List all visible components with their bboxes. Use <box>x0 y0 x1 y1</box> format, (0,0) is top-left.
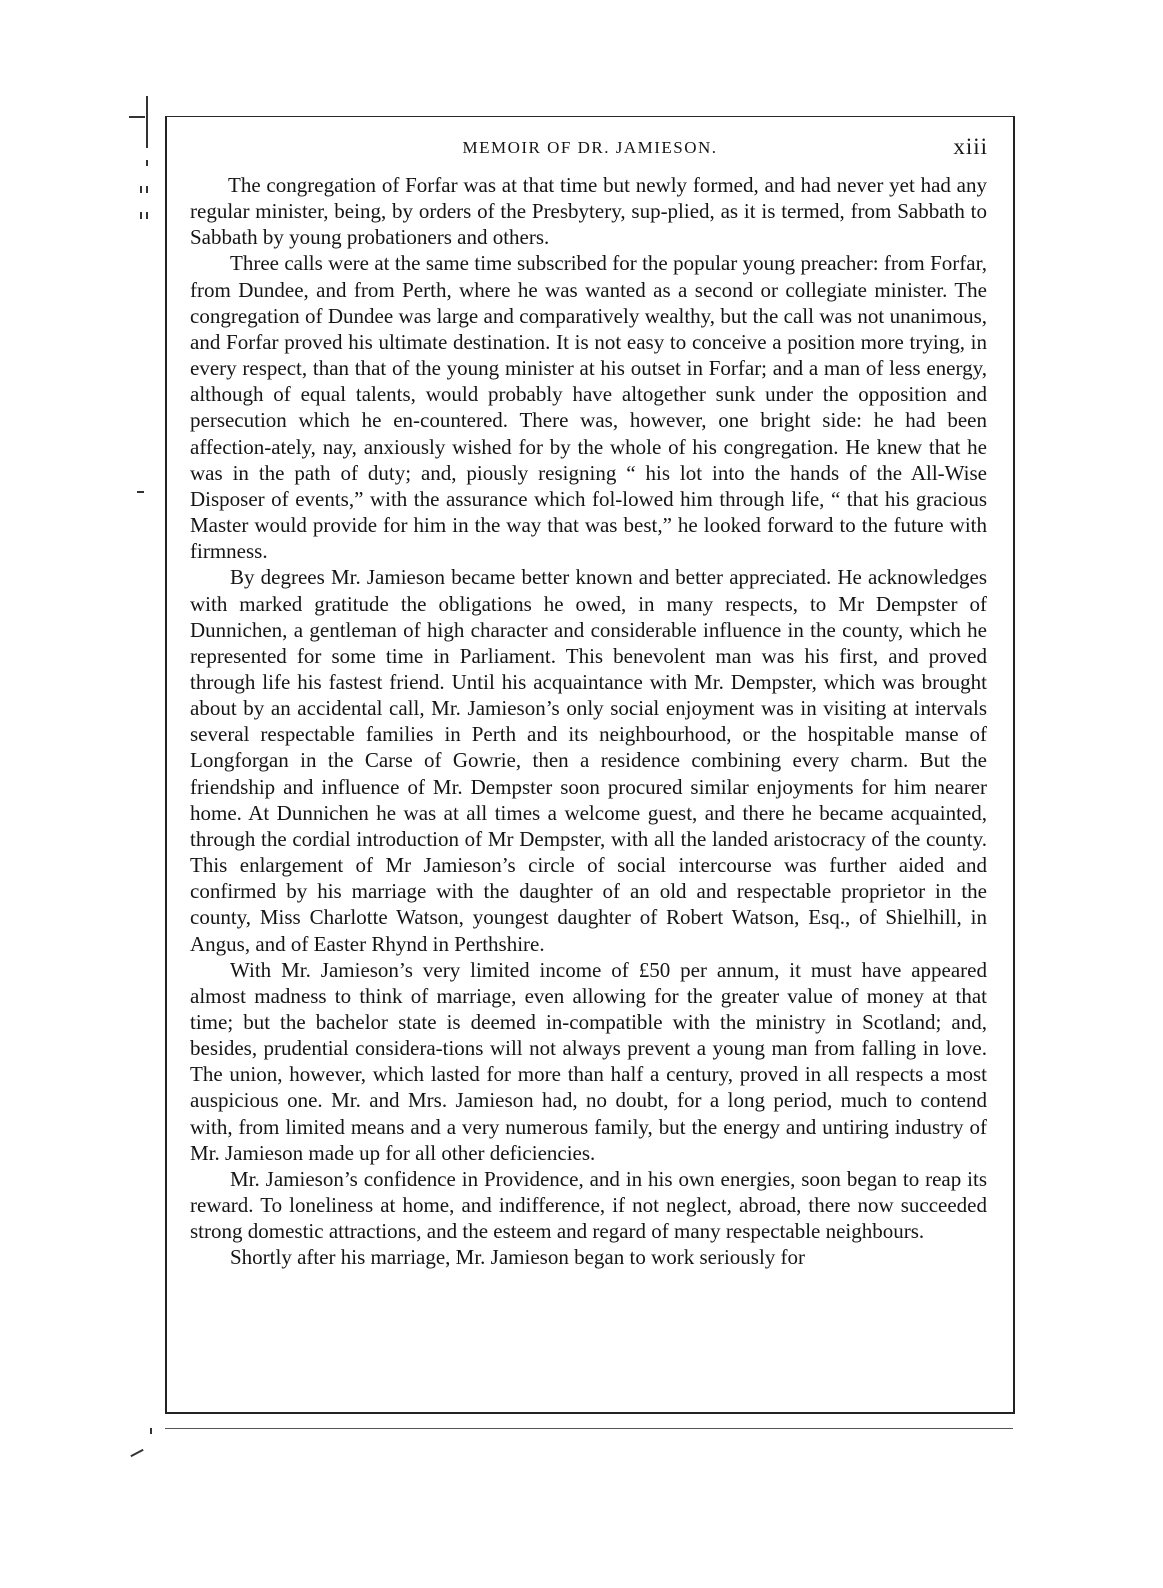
paragraph: With Mr. Jamieson’s very limited income of £50 per annum, it must have appeared almost madness to think of marriage, even allowing for the greater value of money at that time; but the bachelor state is deemed in-compatible with the ministry in Scotland; and, besides, prudential considera-tions will not always prevent a young man from falling in love. The union, however, which lasted for more than half a century, proved in all respects a most auspicious one. Mr. and Mrs. Jamieson had, no doubt, for a long period, much to contend with, from limited means and a very numerous family, but the energy and untiring industry of Mr. Jamieson made up for all other deficiencies. <box>190 957 987 1165</box>
paragraph: The congregation of Forfar was at that time but newly formed, and had never yet had any regular minister, being, by orders of the Presbytery, sup-plied, as it is termed, from Sabbath to Sabbath by young probationers and others. <box>190 173 987 250</box>
page-header <box>190 134 990 166</box>
page-border-bottom-rule <box>165 1428 1013 1429</box>
margin-dot-4 <box>140 212 142 219</box>
paragraph: Mr. Jamieson’s confidence in Providence, and in his own energies, soon began to reap its reward. To loneliness at home, and indifference, if not neglect, abroad, there now succeeded strong domestic attractions, and the esteem and regard of many respectable neighbours. <box>190 1166 987 1244</box>
paragraph: By degrees Mr. Jamieson became better known and better appreciated. He acknowledges with marked gratitude the obligations he owed, in many respects, to Mr Dempster of Dunnichen, a gentleman of high character and considerable influence in the county, which he represented for some time in Parliament. This benevolent man was his first, and proved through life his fastest friend. Until his acquaintance with Mr. Dempster, which was brought about by an accidental call, Mr. Jamieson’s only social enjoyment was in visiting at intervals several respectable families in Perth and its neighbourhood, or the hospitable manse of Longforgan in the Carse of Gowrie, then a residence combining every charm. But the friendship and influence of Mr. Dempster soon procured similar enjoyments for him nearer home. At Dunnichen he was at all times a welcome guest, and there he became acquainted, through the cordial introduction of Mr Dempster, with all the landed aristocracy of the county. This enlargement of Mr Jamieson’s circle of social intercourse was further aided and confirmed by his marriage with the daughter of an old and respectable proprietor in the county, Miss Charlotte Watson, youngest daughter of Robert Watson, Esq., of Shielhill, in Angus, and of Easter Rhynd in Perthshire. <box>190 565 987 956</box>
margin-dot-1 <box>146 160 148 166</box>
margin-line-upper <box>146 96 148 148</box>
page-number: xiii <box>953 134 988 159</box>
body-text <box>190 172 987 1271</box>
running-title: MEMOIR OF DR. JAMIESON. <box>462 138 718 157</box>
paragraph: Shortly after his marriage, Mr. Jamieson began to work seriously for <box>230 1245 806 1270</box>
margin-dot-6 <box>150 1428 152 1434</box>
paragraph: Three calls were at the same time subscribed for the popular young preacher: from Forfar, from Dundee, and from Perth, where he was wanted as a second or collegiate minister. The congregation of Dundee was large and comparatively wealthy, but the call was not unanimous, and Forfar proved his ultimate destination. It is not easy to conceive a position more trying, in every respect, than that of the young minister at his outset in Forfar; and a man of less energy, although of equal talents, would probably have altogether sunk under the opposition and persecution which he en-countered. There was, however, one bright side: he had been affection-ately, nay, anxiously wished for by the whole of his congregation. He knew that he was in the path of duty; and, piously resigning “ his lot into the hands of the All-Wise Disposer of events,” with the assurance which fol-lowed him through life, “ that his gracious Master would provide for him in the way that was best,” he looked forward to the future with firmness. <box>190 251 987 564</box>
margin-tick-top <box>129 116 145 118</box>
margin-dash-mid <box>137 491 144 493</box>
margin-dot-3 <box>146 186 148 193</box>
margin-slash-bottom <box>130 1449 143 1457</box>
margin-dot-5 <box>146 212 148 219</box>
margin-dot-2 <box>140 186 142 193</box>
